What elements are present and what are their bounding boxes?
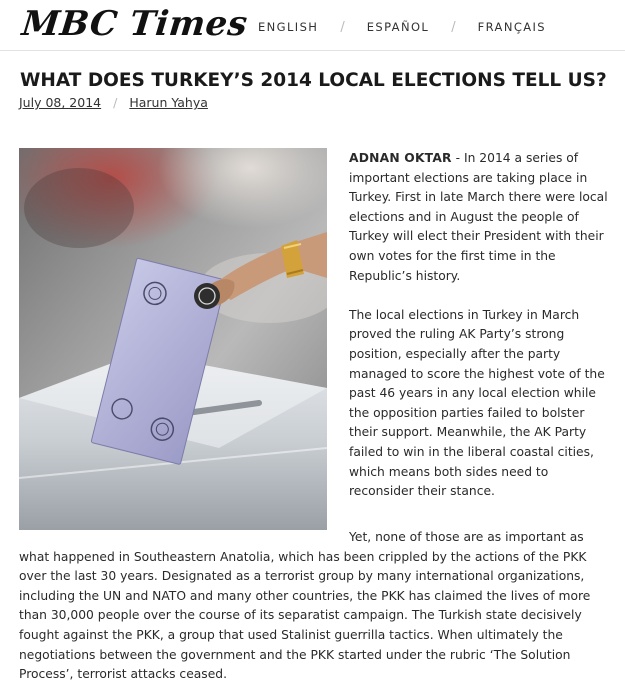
article-title: WHAT DOES TURKEY’S 2014 LOCAL ELECTIONS TELL US? (20, 70, 607, 91)
site-logo[interactable]: MBC Times (19, 4, 250, 44)
article-photo-ballot-box (19, 148, 327, 530)
language-link-english[interactable]: ENGLISH (258, 20, 319, 34)
article-paragraph-2: The local elections in Turkey in March proved the ruling AK Party’s strong position, especially after the party managed to score the highest vote of the past 46 years in any local election while the opposition parties failed to bolster their support. Meanwhile, the AK Party failed to win in the liberal coastal cities, which means both sides need to reconsider their stance. (349, 307, 605, 499)
article-meta (19, 95, 208, 110)
paragraph-1-text: - In 2014 a series of important elections are taking place in Turkey. First in late March there were local elections and in August the people of Turkey will elect their President with their own votes for the first time in the Republic’s history. (349, 151, 608, 283)
article-paragraph-3 (19, 528, 614, 685)
language-nav (258, 18, 546, 36)
article-paragraph-1 (349, 149, 611, 286)
language-link-espanol[interactable]: ESPAÑOL (366, 20, 430, 34)
language-link-francais[interactable]: FRANÇAIS (477, 20, 547, 34)
nav-separator: / (340, 19, 345, 35)
meta-separator: / (113, 95, 118, 110)
article-column-text (349, 149, 611, 502)
nav-separator: / (451, 19, 456, 35)
article-date-link[interactable]: July 08, 2014 (19, 95, 102, 110)
paragraph-3-text: Yet, none of those are as important as what happened in Southeastern Anatolia, which has been crippled by the actions of the PKK over the last 30 years. Designated as a terrorist group by many international organizations, including the UN and NATO and many other countries, the PKK has claimed the lives of more than 30,000 people over the course of its separatist campaign. The Turkish state decisively fought against the PKK, a group that used Stalinist guerrilla tactics. When ultimately the negotiations between the government and the PKK started under the rubric ‘The Solution Process’, terrorist attacks ceased. (19, 530, 591, 682)
article-author-link[interactable]: Harun Yahya (129, 95, 208, 110)
article-full-width-text (19, 528, 614, 685)
masthead (0, 0, 625, 51)
lead-speaker: ADNAN OKTAR (349, 151, 452, 165)
